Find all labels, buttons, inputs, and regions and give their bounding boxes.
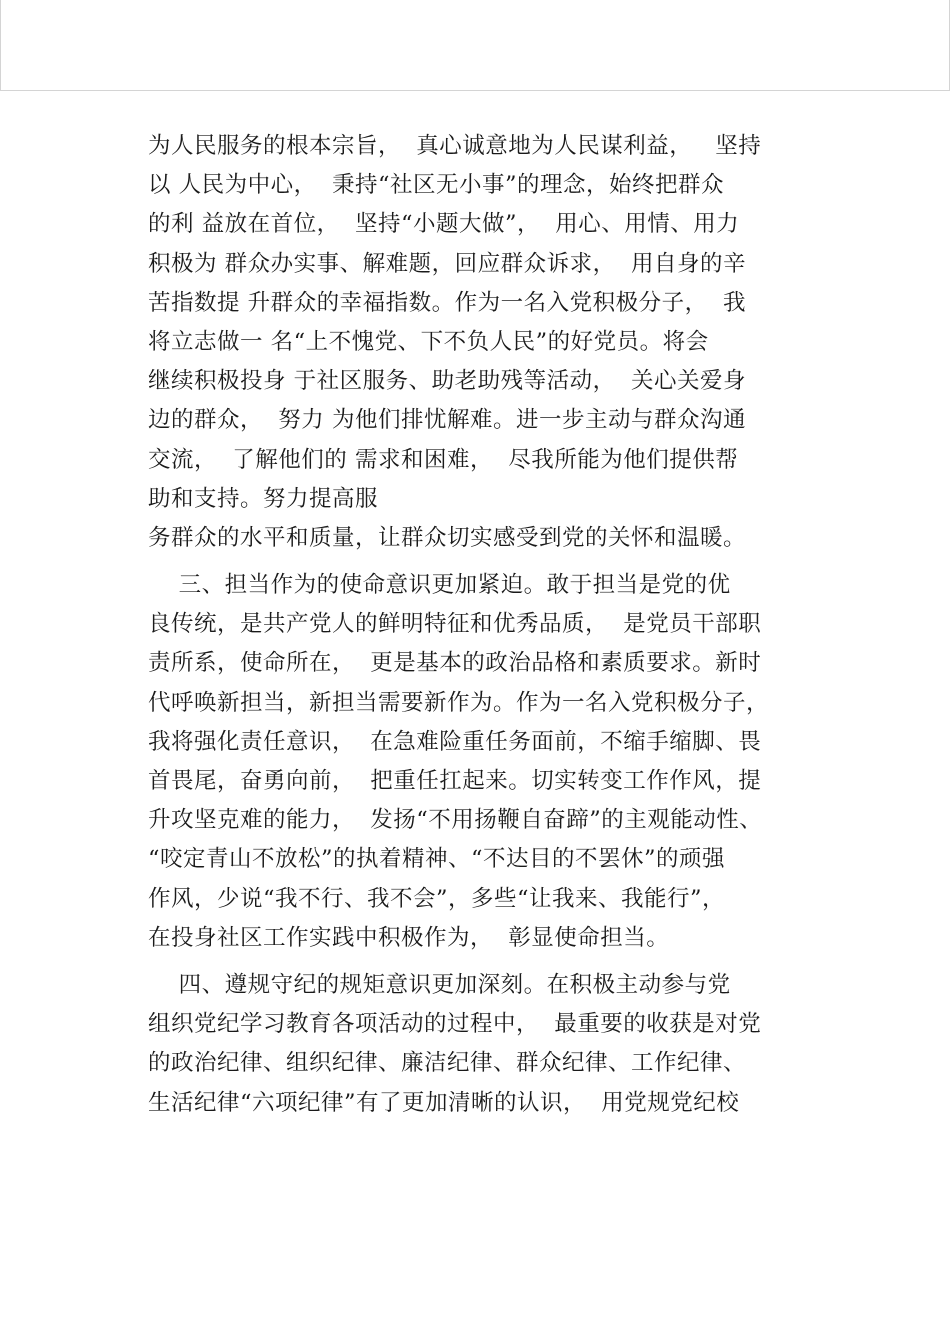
text-line: 代呼唤新担当，新担当需要新作为。作为一名入党积极分子， — [148, 689, 770, 716]
text-line: 良传统，是共产党人的鲜明特征和优秀品质， 是党员干部职 — [148, 611, 762, 638]
text-line: 将立志做一 名“上不愧党、下不负人民”的好党员。将会 — [148, 328, 709, 355]
text-line: “咬定青山不放松”的执着精神、“不达目的不罢休”的顽强 — [148, 846, 726, 873]
text-line: 的政治纪律、组织纪律、廉洁纪律、群众纪律、工作纪律、 — [148, 1050, 747, 1077]
text-line: 生活纪律“六项纪律”有了更加清晰的认识， 用党规党纪校 — [148, 1089, 740, 1116]
text-line: 我将强化责任意识， 在急难险重任务面前，不缩手缩脚、畏 — [148, 728, 762, 755]
text-line: 为人民服务的根本宗旨， 真心诚意地为人民谋利益， 坚持 — [148, 133, 762, 159]
text-line: 责所系，使命所在， 更是基本的政治品格和素质要求。新时 — [148, 650, 762, 677]
text-line: 组织党纪学习教育各项活动的过程中， 最重要的收获是对党 — [148, 1011, 762, 1038]
paragraph-2 — [148, 566, 813, 958]
document-body — [148, 127, 813, 1123]
text-line: 交流， 了解他们的 需求和困难， 尽我所能为他们提供帮 — [148, 446, 739, 473]
text-line: 三、担当作为的使命意识更加紧迫。敢于担当是党的优 — [148, 572, 731, 599]
text-line: 在投身社区工作实践中积极作为， 彰显使命担当。 — [148, 924, 670, 951]
paragraph-1 — [148, 127, 813, 558]
text-line: 以 人民为中心， 秉持“社区无小事”的理念，始终把群众 — [148, 172, 724, 199]
text-line: 务群众的水平和质量，让群众切实感受到党的关怀和温暖。 — [148, 524, 747, 551]
text-line: 升攻坚克难的能力， 发扬“不用扬鞭自奋蹄”的主观能动性、 — [148, 807, 763, 834]
paragraph-gap — [148, 558, 813, 566]
paragraph-3 — [148, 966, 813, 1123]
text-line: 作风，少说“我不行、我不会”，多些“让我来、我能行”， — [148, 885, 726, 912]
text-line: 边的群众， 努力 为他们排忧解难。进一步主动与群众沟通 — [148, 407, 746, 434]
text-line: 助和支持。努力提高服 — [148, 485, 379, 512]
text-line: 首畏尾，奋勇向前， 把重任扛起来。切实转变工作作风，提 — [148, 768, 762, 794]
previous-page-frame — [0, 0, 950, 91]
text-line: 四、遵规守纪的规矩意识更加深刻。在积极主动参与党 — [148, 971, 731, 998]
text-line: 继续积极投身 于社区服务、助老助残等活动， 关心关爱身 — [148, 368, 746, 395]
text-line: 苦指数提 升群众的幸福指数。作为一名入党积极分子， 我 — [148, 289, 746, 316]
text-line: 的利 益放在首位， 坚持“小题大做”， 用心、用情、用力 — [148, 211, 740, 238]
paragraph-gap — [148, 958, 813, 966]
text-line: 积极为 群众办实事、解难题，回应群众诉求， 用自身的辛 — [148, 250, 746, 277]
